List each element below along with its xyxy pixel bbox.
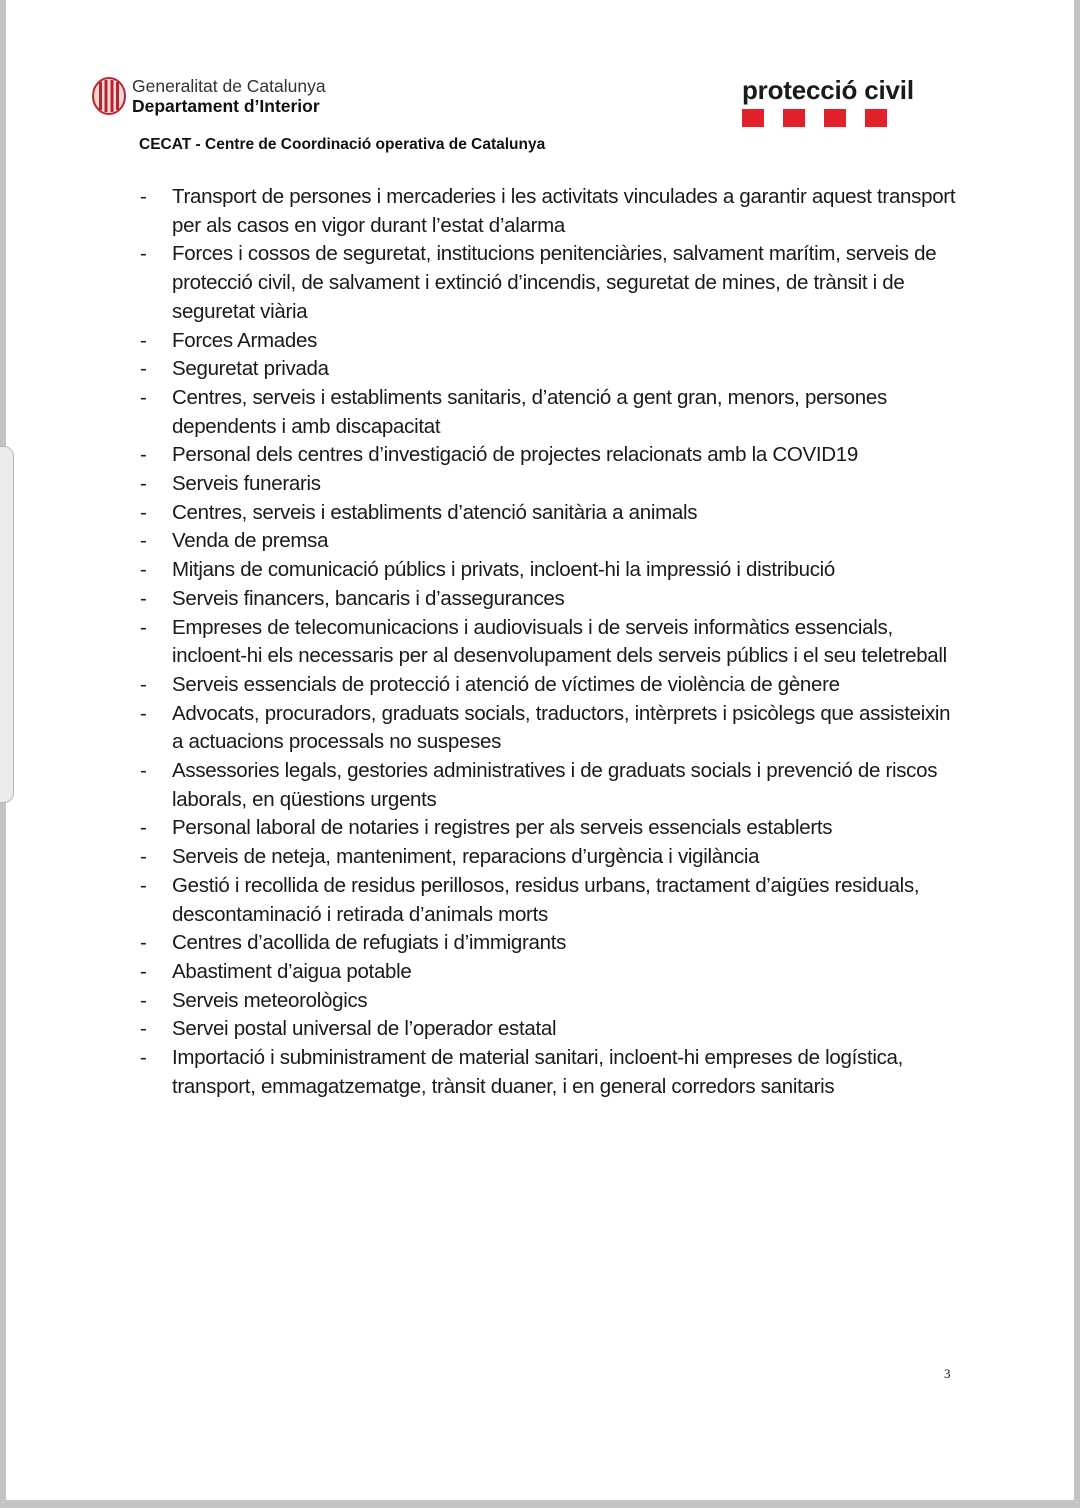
proteccio-civil-title: protecció civil — [742, 75, 914, 105]
bullet-dash: - — [140, 988, 147, 1012]
list-item — [135, 757, 965, 814]
list-item-text: Centres, serveis i establiments sanitaris, d’atenció a gent gran, menors, persones dependents i amb discapacitat — [172, 385, 887, 438]
list-item-text: Centres, serveis i establiments d’atenció sanitària a animals — [172, 500, 698, 524]
bullet-dash: - — [140, 443, 147, 467]
gencat-shield-icon — [92, 77, 126, 115]
list-item — [135, 327, 965, 356]
list-item — [135, 843, 965, 872]
bullet-dash: - — [140, 357, 147, 381]
list-item — [135, 470, 965, 499]
list-item-text: Forces i cossos de seguretat, institucions penitenciàries, salvament marítim, serveis de protecció civil, de salvament i extinció d’incendis, seguretat de mines, de trànsit i de seguretat viària — [172, 242, 937, 323]
list-item — [135, 614, 965, 671]
bullet-dash: - — [140, 672, 147, 696]
list-item-text: Servei postal universal de l’operador estatal — [172, 1017, 557, 1041]
bullet-dash: - — [140, 385, 147, 409]
subheader: CECAT - Centre de Coordinació operativa de Catalunya — [139, 136, 546, 153]
bullet-dash: - — [140, 328, 147, 352]
list-item-text: Forces Armades — [172, 328, 318, 352]
list-item-text: Serveis essencials de protecció i atenció de víctimes de violència de gènere — [172, 672, 840, 696]
bullet-dash: - — [140, 472, 147, 496]
list-item-text: Seguretat privada — [172, 357, 329, 381]
side-panel-handle[interactable] — [0, 446, 14, 803]
list-item-text: Venda de premsa — [172, 529, 329, 553]
list-item-text: Centres d’acollida de refugiats i d’immigrants — [172, 931, 567, 955]
list-item — [135, 929, 965, 958]
bullet-dash: - — [140, 816, 147, 840]
document-page — [6, 0, 1074, 1500]
red-squares-icon — [742, 109, 914, 127]
bullet-dash: - — [140, 845, 147, 869]
bullet-dash: - — [140, 558, 147, 582]
list-item-text: Serveis funeraris — [172, 472, 321, 496]
bullet-dash: - — [140, 759, 147, 783]
list-item-text: Gestió i recollida de residus perillosos, residus urbans, tractament d’aigües residuals, descontaminació i retirada d’animals morts — [172, 873, 920, 926]
bullet-dash: - — [140, 959, 147, 983]
bullet-dash: - — [140, 586, 147, 610]
list-item-text: Empreses de telecomunicacions i audiovisuals i de serveis informàtics essencials, incloent-hi els necessaris per al desenvolupament dels serveis públics i el seu teletreball — [172, 615, 947, 668]
list-item-text: Mitjans de comunicació públics i privats, incloent-hi la impressió i distribució — [172, 558, 836, 582]
department-name: Departament d’Interior — [132, 96, 320, 116]
bullet-dash: - — [140, 1017, 147, 1041]
list-item — [135, 355, 965, 384]
list-item — [135, 240, 965, 326]
list-item-text: Assessories legals, gestories administratives i de graduats socials i prevenció de riscos laborals, en qüestions urgents — [172, 759, 938, 811]
list-item — [135, 1044, 965, 1101]
list-item-text: Transport de persones i mercaderies i les activitats vinculades a garantir aquest transport per als casos en vigor durant l’estat d’alarma — [172, 185, 956, 237]
list-item — [135, 441, 965, 470]
list-item — [135, 585, 965, 614]
page-number: 3 — [944, 1366, 951, 1381]
list-item — [135, 527, 965, 556]
gencat-name: Generalitat de Catalunya — [132, 76, 326, 96]
bullet-dash: - — [140, 615, 147, 639]
list-item — [135, 384, 965, 441]
bullet-dash: - — [140, 185, 147, 208]
list-item — [135, 556, 965, 585]
list-item — [135, 1015, 965, 1044]
list-item-text: Personal dels centres d’investigació de projectes relacionats amb la COVID19 — [172, 443, 858, 467]
essential-services-list — [135, 183, 965, 1102]
list-item-text: Serveis de neteja, manteniment, reparacions d’urgència i vigilància — [172, 845, 760, 869]
bullet-dash: - — [140, 529, 147, 553]
bullet-dash: - — [140, 701, 147, 725]
list-item-text: Importació i subministrament de material sanitari, incloent-hi empreses de logística, transport, emmagatzematge, trànsit duaner, i en general corredors sanitaris — [172, 1046, 904, 1098]
list-item-text: Personal laboral de notaries i registres per als serveis essencials establerts — [172, 816, 833, 840]
bullet-dash: - — [140, 931, 147, 955]
proteccio-civil-logo — [742, 76, 914, 127]
list-item — [135, 671, 965, 700]
bullet-dash: - — [140, 1046, 147, 1070]
list-item — [135, 958, 965, 987]
list-item — [135, 700, 965, 757]
list-item — [135, 872, 965, 929]
list-item — [135, 499, 965, 528]
bullet-dash: - — [140, 500, 147, 524]
gencat-logo — [92, 76, 326, 116]
list-item — [135, 183, 965, 240]
bullet-dash: - — [140, 873, 147, 897]
bullet-dash: - — [140, 242, 147, 266]
list-item — [135, 814, 965, 843]
list-item-text: Abastiment d’aigua potable — [172, 959, 412, 983]
list-item — [135, 987, 965, 1016]
list-item-text: Advocats, procuradors, graduats socials, traductors, intèrprets i psicòlegs que assisteixin a actuacions processals no suspeses — [172, 701, 951, 754]
list-item-text: Serveis financers, bancaris i d’assegurances — [172, 586, 565, 610]
list-item-text: Serveis meteorològics — [172, 988, 368, 1012]
